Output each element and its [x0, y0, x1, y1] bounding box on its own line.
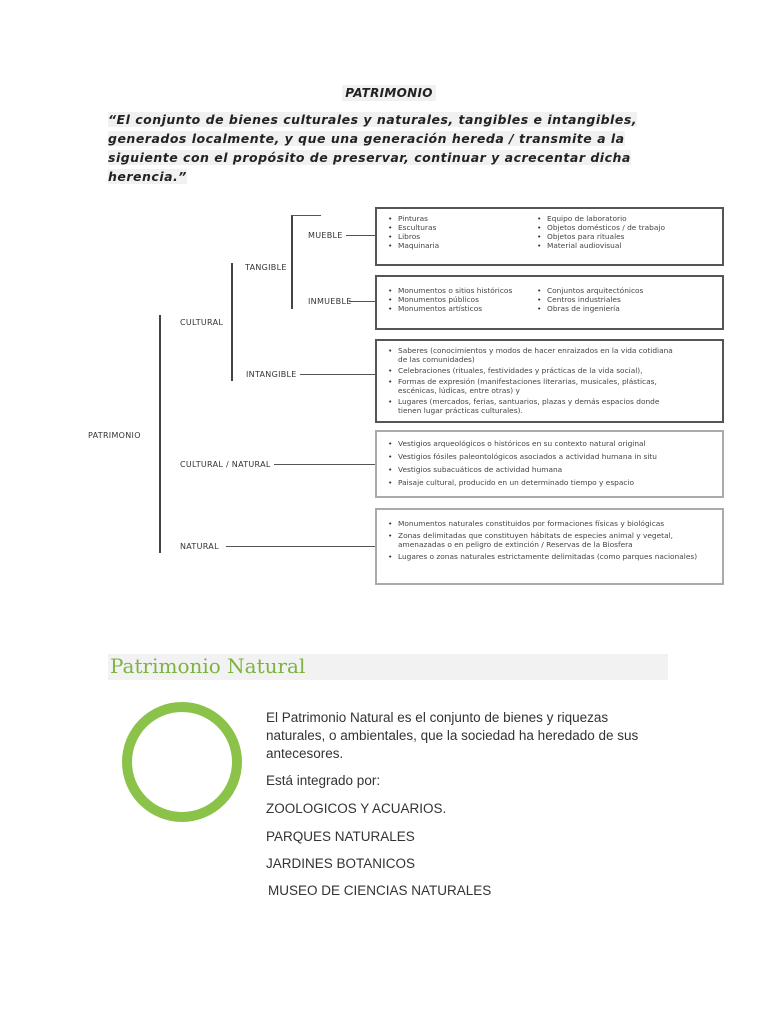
- list-item: • Objetos domésticos / de trabajo: [534, 223, 665, 232]
- inmueble-right-list: [534, 286, 643, 313]
- list-item: • Vestigios subacuáticos de actividad humana: [385, 465, 715, 474]
- list-item: • Celebraciones (rituales, festividades y prácticas de la vida social),: [385, 366, 675, 375]
- label-tangible: TANGIBLE: [245, 263, 287, 272]
- label-intangible: INTANGIBLE: [246, 370, 297, 379]
- list-item: • Paisaje cultural, producido en un determinado tiempo y espacio: [385, 478, 715, 487]
- list-item: • Saberes (conocimientos y modos de hacer enraizados en la vida cotidiana de las comunidades): [385, 346, 675, 364]
- list-item: • Maquinaria: [385, 241, 439, 250]
- box-inmueble: [375, 275, 724, 330]
- box-mueble: [375, 207, 724, 266]
- list-item: • Monumentos naturales constituidos por formaciones físicas y biológicas: [385, 519, 715, 528]
- connector-cultural: [231, 263, 233, 381]
- connector-tangible: [291, 215, 293, 309]
- connector-natural: [226, 546, 376, 547]
- list-item: ZOOLOGICOS Y ACUARIOS.: [266, 801, 447, 816]
- list-item: • Formas de expresión (manifestaciones literarias, musicales, plásticas, escénicas, lúdicas, entre otras) y: [385, 377, 675, 395]
- list-item: • Pinturas: [385, 214, 439, 223]
- list-item: • Vestigios fósiles paleontológicos asociados a actividad humana in situ: [385, 452, 715, 461]
- label-inmueble: INMUEBLE: [308, 297, 352, 306]
- list-item: • Monumentos públicos: [385, 295, 512, 304]
- list-item: • Lugares (mercados, ferias, santuarios, plazas y demás espacios donde tienen lugar prácticas culturales).: [385, 397, 675, 415]
- definition-quote: “El conjunto de bienes culturales y naturales, tangibles e intangibles, generados localmente, y que una generación hereda / transmite a la siguiente con el propósito de preservar, continuar y acrecentar dicha herencia.”: [108, 112, 638, 184]
- integrated-by-label: Está integrado por:: [266, 773, 381, 788]
- list-item: • Monumentos o sitios históricos: [385, 286, 512, 295]
- natural-list: [385, 519, 715, 561]
- list-item: • Esculturas: [385, 223, 439, 232]
- list-item: • Zonas delimitadas que constituyen hábitats de especies animal y vegetal, amenazadas o en peligro de extinción / Reservas de la Biosfera: [385, 531, 715, 549]
- list-item: MUSEO DE CIENCIAS NATURALES: [268, 883, 492, 898]
- label-patrimonio: PATRIMONIO: [88, 431, 141, 440]
- list-item: • Equipo de laboratorio: [534, 214, 665, 223]
- list-item: • Material audiovisual: [534, 241, 665, 250]
- green-ring-graphic: [122, 702, 242, 822]
- label-cultural-natural: CULTURAL / NATURAL: [180, 460, 271, 469]
- list-item: • Obras de ingeniería: [534, 304, 643, 313]
- section-heading: Patrimonio Natural: [110, 654, 306, 678]
- box-natural: [375, 508, 724, 585]
- list-item: PARQUES NATURALES: [266, 829, 415, 844]
- list-item: • Conjuntos arquitectónicos: [534, 286, 643, 295]
- cultural-natural-list: [385, 439, 715, 487]
- connector-root: [159, 315, 161, 553]
- box-intangible: [375, 339, 724, 423]
- label-natural: NATURAL: [180, 542, 219, 551]
- label-mueble: MUEBLE: [308, 231, 343, 240]
- page-title: PATRIMONIO: [0, 86, 768, 100]
- list-item: • Vestigios arqueológicos o históricos en su contexto natural original: [385, 439, 715, 448]
- list-item: • Objetos para rituales: [534, 232, 665, 241]
- connector-intangible: [300, 374, 376, 375]
- list-item: JARDINES BOTANICOS: [266, 856, 416, 871]
- label-cultural: CULTURAL: [180, 318, 224, 327]
- box-cultural-natural: [375, 430, 724, 498]
- connector-mueble: [346, 235, 376, 236]
- inmueble-left-list: [385, 286, 512, 313]
- connector-tangible-top: [291, 215, 321, 216]
- connector-cultural-natural: [274, 464, 376, 465]
- mueble-right-list: [534, 214, 665, 250]
- mueble-left-list: [385, 214, 439, 250]
- list-item: • Libros: [385, 232, 439, 241]
- list-item: • Lugares o zonas naturales estrictamente delimitadas (como parques nacionales): [385, 552, 715, 561]
- intangible-list: [385, 346, 675, 415]
- section-description: El Patrimonio Natural es el conjunto de bienes y riquezas naturales, o ambientales, que la sociedad ha heredado de sus antecesores.: [266, 710, 639, 761]
- list-item: • Centros industriales: [534, 295, 643, 304]
- connector-inmueble: [349, 301, 376, 302]
- list-item: • Monumentos artísticos: [385, 304, 512, 313]
